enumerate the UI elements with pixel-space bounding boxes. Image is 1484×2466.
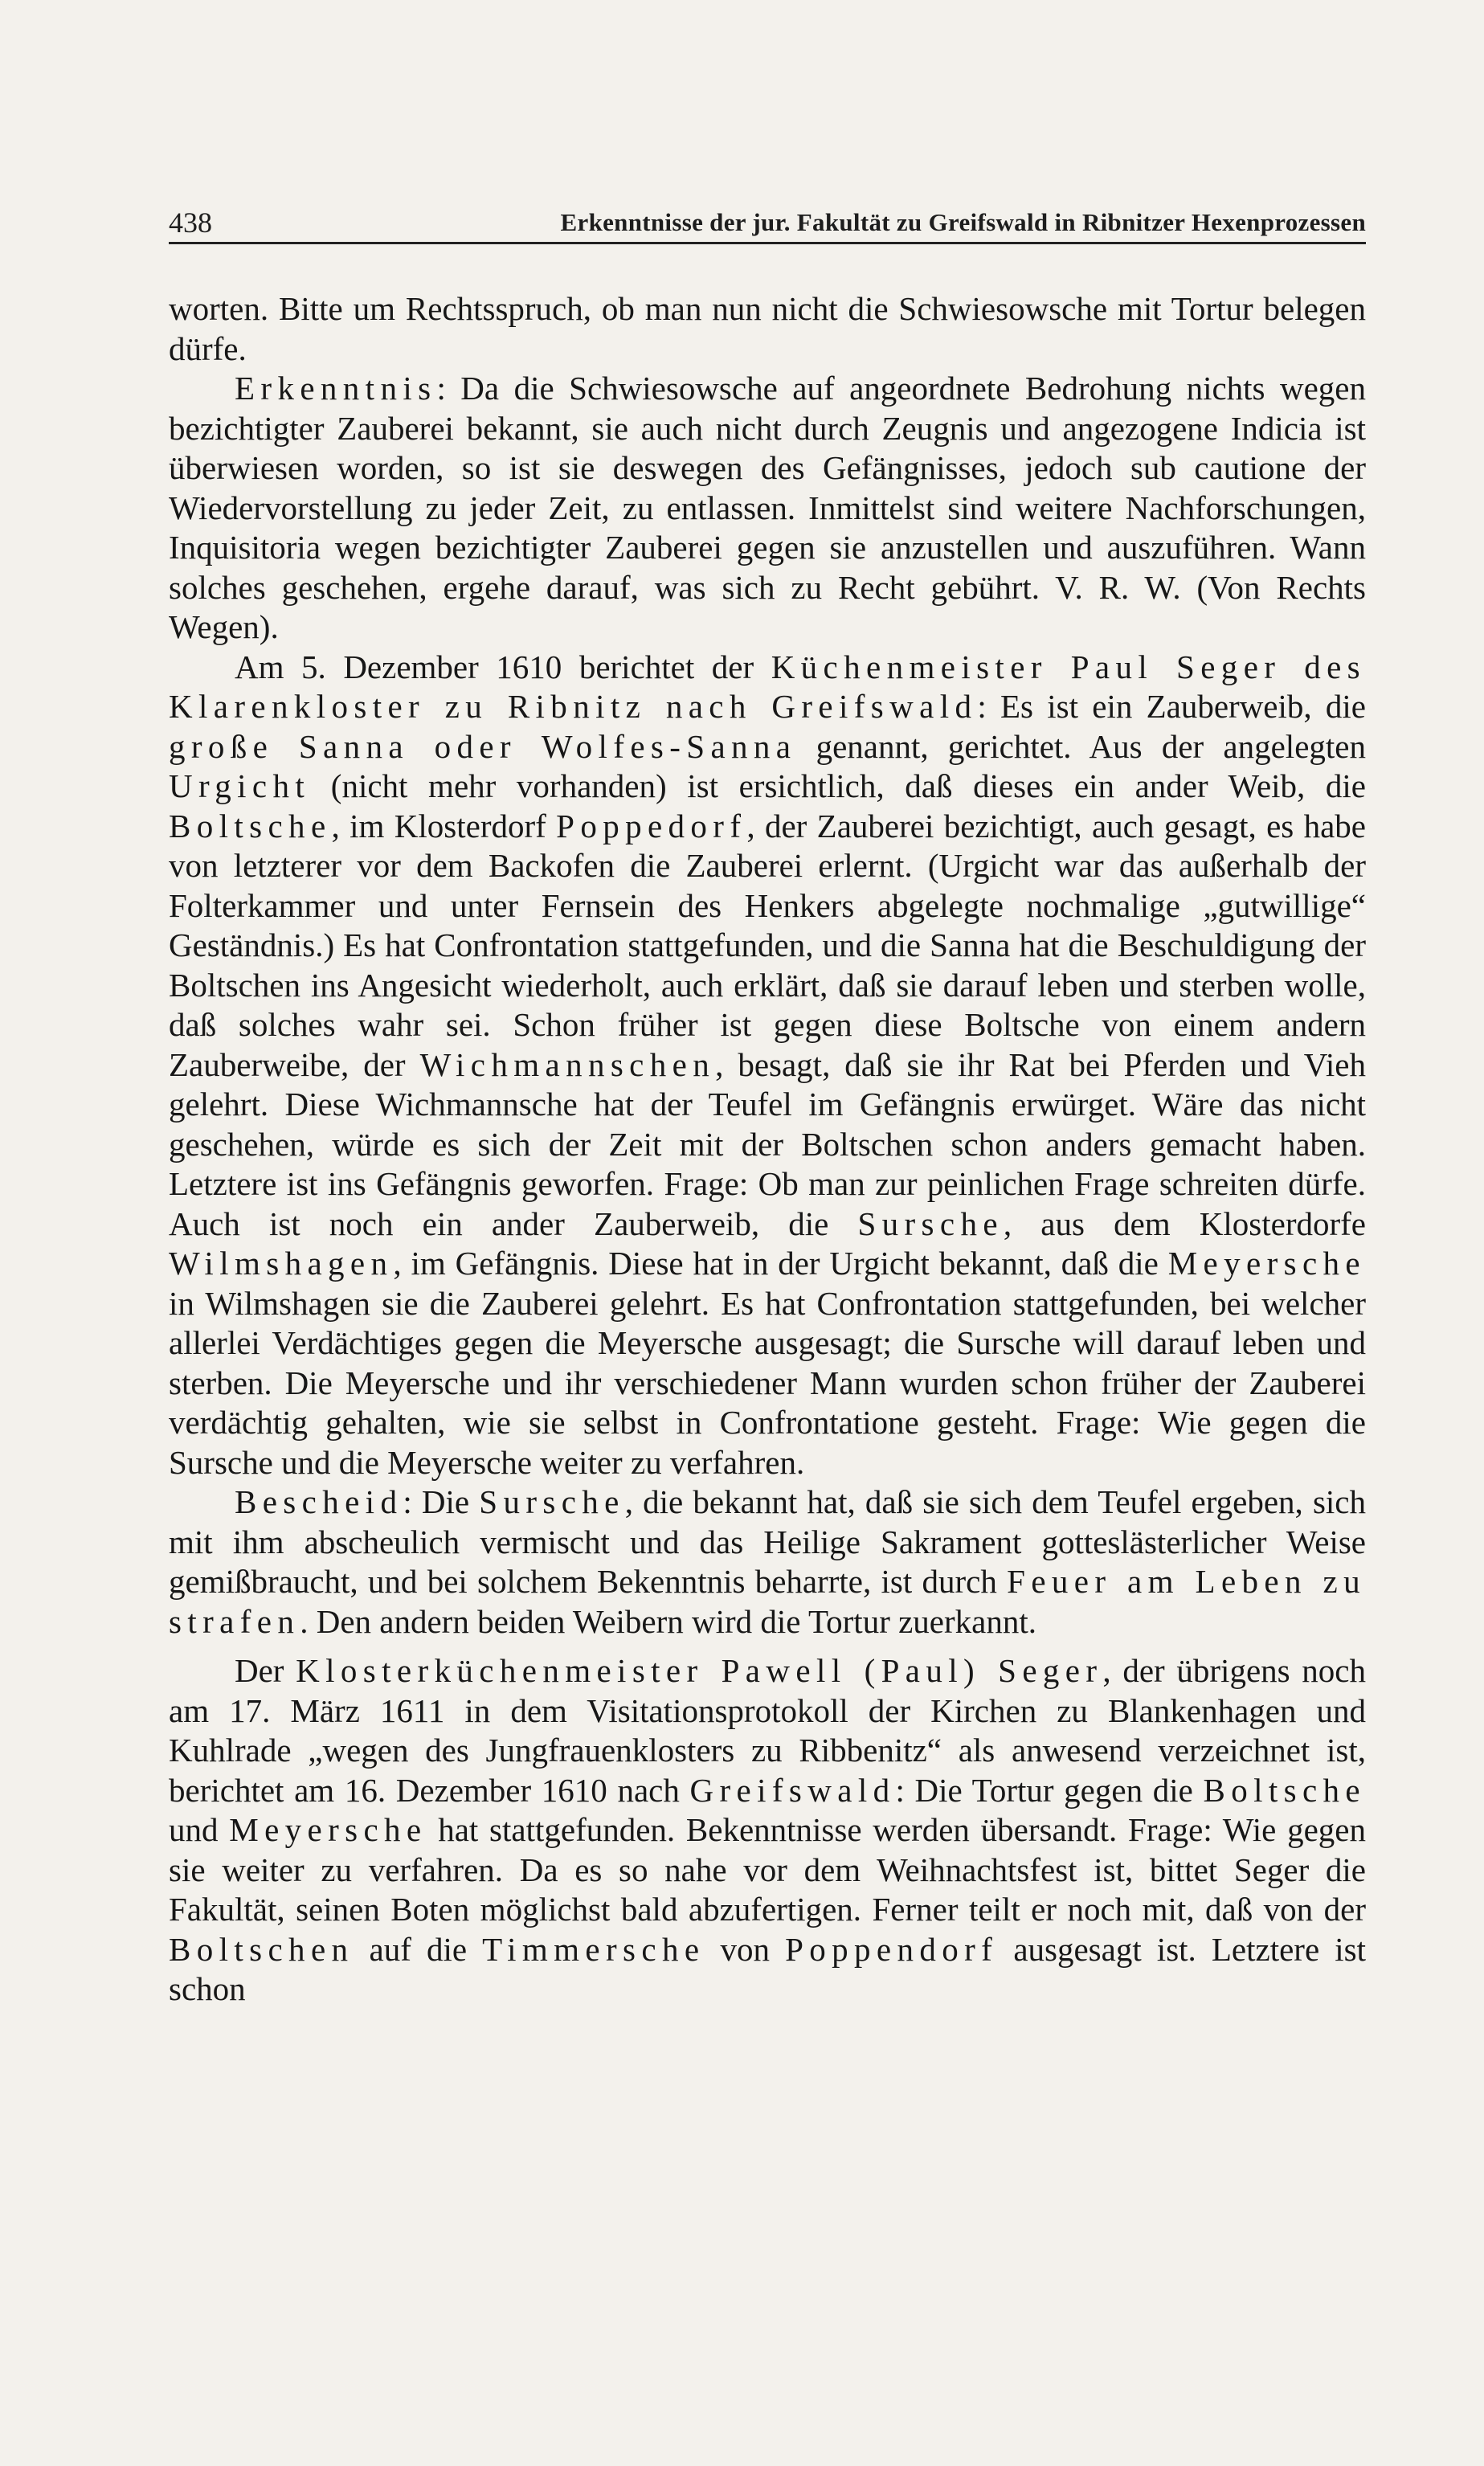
spaced-term: Greifswald: [689, 1771, 896, 1809]
paragraph-text: genannt, gerichtet. Aus der angelegten: [796, 727, 1366, 765]
paragraph-text: , der übrigens noch am 17. März 1611 in dem Visitationsprotokoll der Kirchen zu Blankenhagen und Kuhlrade „wegen des Jungfrauenklosters zu Ribbenitz“ als anwesend verzeichnet ist, berichtet am 16. Dezember 1610 nach: [169, 1652, 1366, 1809]
paragraph-text: : Die Tortur gegen die: [895, 1771, 1204, 1809]
spaced-term: Feuer am Leben zu strafen: [169, 1563, 1366, 1640]
paragraph-text: , der Zauberei bezichtigt, auch gesagt, es habe von letzterer vor dem Backofen die Zauberei erlernt. (Urgicht war das außerhalb der Folterkammer und unter Fernsein des Henkers abgelegte nochmalige „gutwillige“ Geständnis.) Es hat Confrontation stattgefunden, und die Sanna hat die Beschuldigung der Boltschen ins Angesicht wiederholt, auch erklärt, daß sie darauf leben und sterben wolle, daß solches wahr sei. Schon früher ist gegen diese Boltsche von einem andern Zauberweibe, der: [169, 807, 1366, 1083]
paragraph-text: : Da die Schwiesowsche auf angeordnete Bedrohung nichts wegen bezichtigter Zauberei bekannt, sie auch nicht durch Zeugnis und angezogene Indicia ist überwiesen worden, so ist sie deswegen des Gefängnisses, jedoch sub cautione der Wiedervorstellung zu jeder Zeit, zu entlassen. Inmittelst sind weitere Nachforschungen, Inquisitoria wegen bezichtigter Zauberei gegen sie anzustellen und auszuführen. Wann solches geschehen, ergehe darauf, was sich zu Recht gebührt. V. R. W. (Von Rechts Wegen).: [169, 370, 1366, 645]
page-number: 438: [169, 207, 212, 239]
spaced-term: Wichmannschen: [419, 1045, 716, 1083]
spaced-term: Klosterküchenmeister Pawell (Paul) Seger: [296, 1652, 1103, 1689]
spaced-term: Meyersche: [1167, 1245, 1366, 1282]
paragraph-text: . Den andern beiden Weibern wird die Tortur zuerkannt.: [300, 1602, 1036, 1640]
page-header: [169, 203, 1366, 244]
spaced-term: Bescheid: [235, 1483, 403, 1520]
paragraph-text: Am 5. Dezember 1610 berichtet der: [235, 648, 771, 685]
paragraph-text: und: [169, 1811, 230, 1848]
paragraph-text: , die bekannt hat, daß sie sich dem Teufel ergeben, sich mit ihm abscheulich vermischt und das Heilige Sakrament gotteslästerlicher Weise gemißbraucht, und bei solchem Bekenntnis beharrte, ist durch: [169, 1483, 1366, 1600]
spaced-term: Boltsche: [1203, 1771, 1366, 1809]
paragraph-5: [169, 1651, 1366, 2010]
paragraph-2: [169, 369, 1366, 648]
paragraph-text: , im Gefängnis. Diese hat in der Urgicht bekannt, daß die: [393, 1245, 1168, 1282]
paragraph-text: auf die: [354, 1930, 483, 1968]
paragraph-text: : Die: [403, 1483, 480, 1520]
spaced-term: Boltsche: [169, 807, 332, 844]
paragraph-text: , aus dem Klosterdorfe: [1003, 1204, 1366, 1242]
paragraph-text: , im Klosterdorf: [331, 807, 557, 844]
spaced-term: Sursche: [857, 1204, 1004, 1242]
paragraph-3: [169, 648, 1366, 1483]
spaced-term: große Sanna oder Wolfes-Sanna: [169, 727, 797, 765]
spaced-term: Erkenntnis: [235, 370, 437, 407]
spaced-term: Timmersche: [482, 1930, 705, 1968]
spaced-term: Meyersche: [229, 1811, 427, 1848]
spaced-term: Poppendorf: [785, 1930, 999, 1968]
running-title: Erkenntnisse der jur. Fakultät zu Greifswald in Ribnitzer Hexenprozessen: [560, 208, 1366, 236]
paragraph-4: [169, 1482, 1366, 1642]
spaced-term: Poppedorf: [556, 807, 747, 844]
paragraph-text: Der: [235, 1652, 296, 1689]
spaced-term: Boltschen: [169, 1930, 354, 1968]
spaced-term: Urgicht: [169, 767, 311, 804]
paragraph-text: in Wilmshagen sie die Zauberei gelehrt. Es hat Confrontation stattgefunden, bei welcher allerlei Verdächtiges gegen die Meyersche ausgesagt; die Sursche will darauf leben und sterben. Die Meyersche und ihr verschiedener Mann wurden schon früher der Zauberei verdächtig gehalten, wie sie selbst in Confrontatione gesteht. Frage: Wie gegen die Sursche und die Meyersche weiter zu verfahren.: [169, 1284, 1366, 1481]
spaced-term: Wilmshagen: [169, 1245, 394, 1282]
body-text: [169, 289, 1366, 2010]
paragraph-text: ausgesagt ist. Letztere ist schon: [169, 1930, 1366, 2007]
paragraph-text: : Es ist ein Zauberweib, die: [977, 688, 1366, 725]
spaced-term: Sursche: [479, 1483, 625, 1520]
paragraph-text: von: [705, 1930, 786, 1968]
paragraph-text: hat stattgefunden. Bekenntnisse werden übersandt. Frage: Wie gegen sie weiter zu verfahren. Da es so nahe vor dem Weihnachtsfest ist, bittet Seger die Fakultät, seinen Boten möglichst bald abzufertigen. Ferner teilt er noch mit, daß von der: [169, 1811, 1367, 1928]
paragraph-1: worten. Bitte um Rechtsspruch, ob man nun nicht die Schwiesowsche mit Tortur belegen dürfe.: [169, 290, 1366, 367]
paragraph-text: , besagt, daß sie ihr Rat bei Pferden und Vieh gelehrt. Diese Wichmannsche hat der Teufel im Gefängnis erwürget. Wäre das nicht geschehen, würde es sich der Zeit mit der Boltschen schon anders gemacht haben. Letztere ist ins Gefängnis geworfen. Frage: Ob man zur peinlichen Frage schreiten dürfe. Auch ist noch ein ander Zauberweib, die: [169, 1045, 1366, 1242]
paragraph-text: (nicht mehr vorhanden) ist ersichtlich, daß dieses ein ander Weib, die: [310, 767, 1366, 804]
spaced-term: Küchenmeister Paul Seger des Klarenkloster zu Ribnitz nach Greifswald: [169, 648, 1367, 725]
